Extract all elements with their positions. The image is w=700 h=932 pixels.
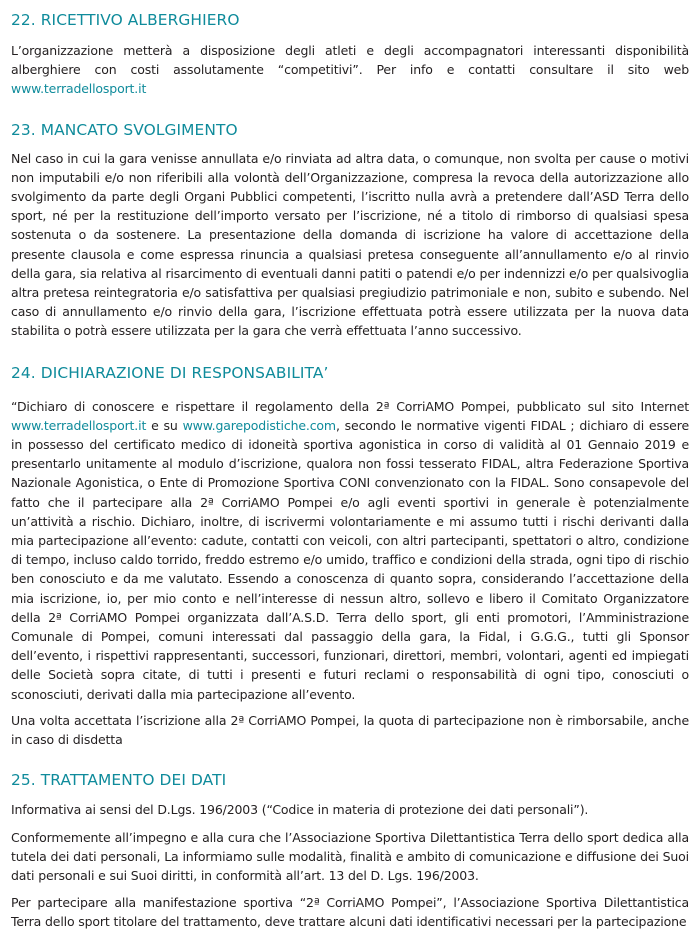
section-24-text-b: e su — [146, 417, 183, 433]
section-25-paragraph-3: Per partecipare alla manifestazione sportiva “2ª CorriAMO Pompei”, l’Associazione Sportiva Dilettantistica Terra dello sport titolare del trattamento, deve trattare alcuni dati identificativi necessari per la partecipazione — [11, 895, 689, 930]
section-24-paragraph-1 — [11, 397, 689, 704]
section-22-text: L’organizzazione metterà a disposizione degli atleti e degli accompagnatori interessanti disponibilità alberghiere con costi assolutamente “competitivi”. Per info e contatti consultare il sito web — [11, 43, 689, 78]
section-22-heading: 22. RICETTIVO ALBERGHIERO — [11, 11, 240, 29]
terradellosport-link[interactable]: www.terradellosport.it — [11, 81, 147, 97]
section-25-paragraph-2: Conformemente all’impegno e alla cura che l’Associazione Sportiva Dilettantistica Terra dello sport dedica alla tutela dei dati personali, La informiamo sulle modalità, finalità e ambito di comunicazione e diffusione dei Suoi dati personali e sui Suoi diritti, in conformità all’art. 13 del D. Lgs. 196/2003. — [11, 829, 689, 883]
section-24-text-c: , secondo le normative vigenti FIDAL ; dichiaro di essere in possesso del certificato medico di idoneità sportiva agonistica in corso di validità al 01 Gennaio 2019 e presentarlo unitamente al modulo d’iscrizione, qualora non fossi tesserato FIDAL, altra Federazione Sportiva Nazionale Agonistica, o Ente di Promozione Sportiva CONI convenzionato con la FIDAL. Sono consapevole del fatto che il partecipare alla 2ª CorriAMO Pompei e/o agli eventi sportivi in generale è potenzialmente un’attività a rischio. Dichiaro, inoltre, di iscrivermi volontariamente e mi assumo tutti i rischi derivanti dalla mia partecipazione all’evento: cadute, contatti con veicoli, con altri partecipanti, spettatori o altro, condizione di tempo, incluso caldo torrido, freddo estremo e/o umido, traffico e condizioni della strada, ogni tipo di rischio ben conosciuto e da me valutato. Essendo a conoscenza di quanto sopra, considerando l’accettazione della mia iscrizione, io, per mio conto e nell’interesse di nessun altro, sollevo e libero il Comitato Organizzatore della 2ª CorriAMO Pompei organizzata dall’A.S.D. Terra dello sport, gli enti promotori, l’Amministrazione Comunale di Pompei, comuni interessati dal passaggio della gara, la Fidal, i G.G.G., tutti gli Sponsor dell’evento, i rispettivi rappresentanti, successori, funzionari, direttori, membri, volontari, agenti ed impiegati delle Società sopra citate, di tutti i presenti e futuri reclami o responsabilità di ogni tipo, conosciuti o sconosciuti, derivati dalla mia partecipazione all’evento. — [11, 417, 689, 702]
section-24-heading: 24. DICHIARAZIONE DI RESPONSABILITA’ — [11, 363, 329, 382]
section-25-heading: 25. TRATTAMENTO DEI DATI — [11, 771, 227, 790]
garepodistiche-link[interactable]: www.garepodistiche.com — [182, 417, 336, 433]
section-24-text-a: “Dichiaro di conoscere e rispettare il regolamento della 2ª CorriAMO Pompei, pubblicato sul sito Internet — [11, 398, 689, 414]
section-23-heading: 23. MANCATO SVOLGIMENTO — [11, 120, 238, 139]
section-25-paragraph-1: Informativa ai sensi del D.Lgs. 196/2003 (“Codice in materia di protezione dei dati personali”). — [11, 802, 589, 818]
section-23-paragraph: Nel caso in cui la gara venisse annullata e/o rinviata ad altra data, o comunque, non svolta per cause o motivi non imputabili e/o non riferibili alla volontà dell’Organizzazione, compresa la revoca della autorizzazione allo svolgimento da parte degli Organi Pubblici competenti, l’iscritto nulla avrà a pretendere dall’ASD Terra dello sport, né per la restituzione dell’importo versato per l’iscrizione, né a titolo di rimborso di qualsiasi spesa sostenuta o da sostenere. La presentazione della domanda di iscrizione ha valore di accettazione della presente clausola e come espressa rinuncia a qualsiasi pretesa conseguente all’annullamento e/o al rinvio della gara, sia relativa al risarcimento di eventuali danni patiti o patendi e/o per indennizzi e/o per qualsivoglia altra pretesa reintegratoria e/o satisfattiva per qualsiasi pregiudizio patrimoniale e non, subito e subendo. Nel caso di annullamento e/o rinvio della gara, l’iscrizione effettuata potrà essere utilizzata per la nuova data stabilita o potrà essere utilizzata per la gara che verrà effettuata l’anno successivo. — [11, 150, 689, 339]
section-24-paragraph-2: Una volta accettata l’iscrizione alla 2ª CorriAMO Pompei, la quota di partecipazione non è rimborsabile, anche in caso di disdetta — [11, 712, 689, 748]
section-22-paragraph — [11, 41, 689, 99]
terradellosport-link-2[interactable]: www.terradellosport.it — [11, 417, 147, 433]
